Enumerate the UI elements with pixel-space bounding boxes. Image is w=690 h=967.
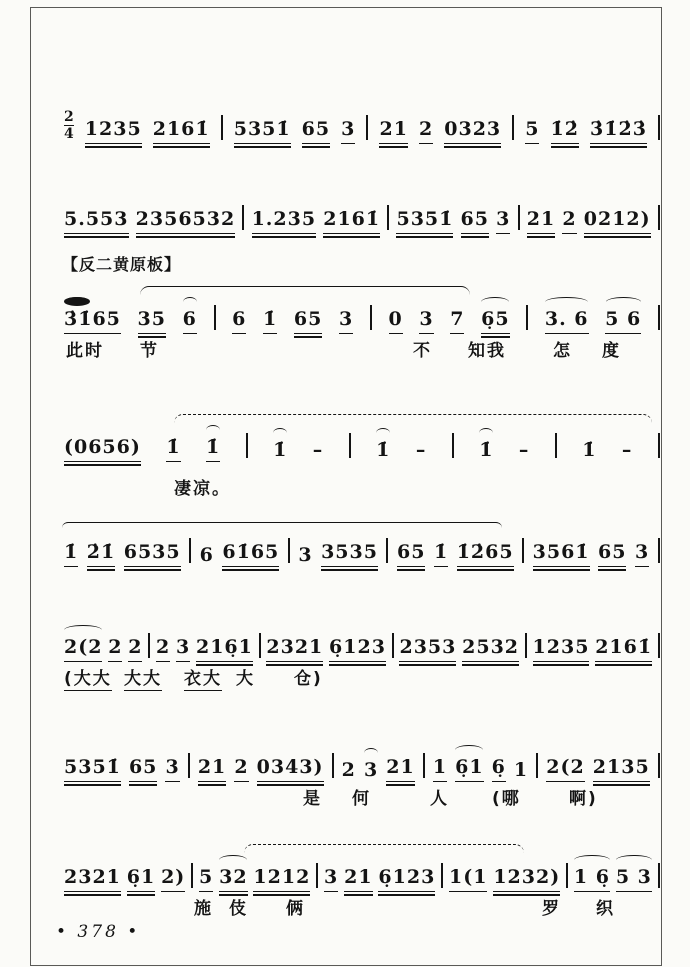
note-group: 5.553 [64,209,129,234]
staff-6 [64,612,660,689]
note-group: 2 [128,637,142,662]
staff-8 [64,842,660,919]
note-group: – [518,439,530,462]
lyric: 仓) [294,669,323,689]
note-group: 2161̇ [595,637,652,662]
barline [214,305,216,330]
note-group: 3535 [321,542,378,567]
barline [658,205,660,230]
note-group: 3 [324,867,338,892]
note-group: 2 [562,209,576,234]
barline [423,753,425,778]
lyric: 此时 [66,341,104,361]
note-group: 2532 [462,637,519,662]
note-group: 1235 [533,637,590,662]
barline [536,753,538,778]
barline [658,633,660,658]
note-group: 3 [419,309,433,334]
barline [221,115,223,140]
barline [518,205,520,230]
note-group: 3 [496,209,510,234]
note-group: 21 [198,757,226,782]
staff-7 [64,732,660,809]
note-group: 2 [108,637,122,662]
note-group: 1 6̣ [574,867,610,892]
staff-5 [64,517,660,567]
barline [370,305,372,330]
note-group: 5351̇ [396,209,453,234]
barline [387,205,389,230]
note-group: 3 [339,309,353,334]
note-group: 2321 [64,867,121,892]
note-group: 2161̇ [323,209,380,234]
note-group: 2 [234,757,248,782]
note-group: 3561̇ [533,542,590,567]
barline [658,538,660,563]
barline [452,433,454,458]
barline [525,633,527,658]
barline [332,753,334,778]
barline [148,633,150,658]
note-group: 5 [525,119,539,144]
note-group: 5351̇ [234,119,291,144]
lyric: (哪 [492,789,521,809]
tie-line [62,522,502,531]
note-group: 1 [433,757,447,782]
barline [658,753,660,778]
lyric: 衣大 [184,664,222,691]
note-group: 6 [183,309,197,334]
lyric: 节 [140,341,159,361]
note-group: 65 [397,542,425,567]
note-group: 0212) [584,209,651,234]
barline [246,433,248,458]
tie-line [140,286,470,295]
note-group: 65 [294,309,322,334]
note-group: 1232) [493,867,560,892]
note-group: 65 [598,542,626,567]
note-group: 1̇ [263,309,277,334]
barline [555,433,557,458]
staff-2 [64,184,660,234]
note-group: 2(2 [64,637,102,662]
note-group: 3 [176,637,190,662]
barline [191,863,193,888]
note-group: 1̇ [273,439,288,462]
note-group: 21 [379,119,407,144]
lyric: 不 [413,341,432,361]
barline [349,433,351,458]
note-group: 2) [161,867,185,892]
note-group: 6 [232,309,246,334]
note-group: 0 [389,309,403,334]
barline [566,863,568,888]
lyric: 大大 [124,664,162,691]
note-group: 5 6 [605,309,641,334]
note-group: – [415,439,427,462]
note-group: 2353 [399,637,456,662]
note-group: 3 [341,119,355,144]
note-group: 65 [461,209,489,234]
note-group: 1 [513,759,529,782]
note-group: 1̇ [206,437,220,462]
note-group: 1̇ [376,439,391,462]
note-group: 5 [199,867,213,892]
barline [386,538,388,563]
time-signature: 2 4 [64,109,74,142]
note-group: (0656) [64,437,141,462]
note-group: 216̣1 [196,637,253,662]
lyric: (大大 [64,664,112,691]
barline [658,305,660,330]
page-border [30,7,662,966]
note-group: 3̇1̇2̇3̇ [590,119,647,144]
lyric: 啊) [569,789,598,809]
note-group: 7 [450,309,464,334]
note-group: 3 [363,759,379,782]
barline [526,305,528,330]
note-group: 1̇ [434,542,448,567]
note-group: 1235 [85,119,142,144]
note-group: 6̣123 [329,637,386,662]
note-group: 2 [341,759,356,782]
staff-3 [64,284,660,361]
note-group: 6535 [124,542,181,567]
lyric: 罗 [542,899,561,919]
lyric: 怎 [553,341,572,361]
note-group: 21 [386,757,414,782]
barline [441,863,443,888]
barline [522,538,524,563]
note-group: 21 [344,867,372,892]
page-number: • 378 • [56,922,141,942]
lyric: 伎 [229,899,248,919]
barline [658,863,660,888]
lyric: 凄凉。 [174,479,231,499]
note-group: – [312,439,324,462]
note-group: 1̇ [166,437,180,462]
note-group: 1̇2̇65 [457,542,514,567]
note-group: 6̣123 [378,867,435,892]
note-group: 1̇ [582,439,597,462]
lyric: 俩 [286,899,305,919]
note-group: 1.235 [252,209,317,234]
note-group: 2 [156,637,170,662]
barline [658,433,660,458]
note-group: 2(2 [546,757,584,782]
note-group: 65 [129,757,157,782]
lyric: 织 [596,899,615,919]
lyric: 施 [194,899,213,919]
barline [288,538,290,563]
lyric: 是 [303,789,322,809]
barline [259,633,261,658]
note-group: 3 [165,757,179,782]
note-group: 0323 [444,119,501,144]
note-group: 35 [138,309,166,334]
note-group: 6̣1 [127,867,155,892]
note-group: 1̇ [64,542,78,567]
note-group: 2356532 [136,209,236,234]
barline [366,115,368,140]
barline [512,115,514,140]
note-group: 1(1 [449,867,487,892]
note-group: 3 [298,544,313,567]
lyric: 人 [430,789,449,809]
note-group: 6̣ [492,757,506,782]
barline [242,205,244,230]
note-group: 65 [302,119,330,144]
barline [189,538,191,563]
tie-line [174,414,652,423]
tie-line [244,844,524,853]
note-group: 6 [199,544,214,567]
lyric: 大 [236,669,255,689]
note-group: 2135 [593,757,650,782]
note-group: 5351̇ [64,757,121,782]
note-group: 3 [635,542,649,567]
note-group: 21 [527,209,555,234]
barline [316,863,318,888]
lyric: 知我 [468,341,506,361]
note-group: 1̇ [479,439,494,462]
note-group: 2321 [266,637,323,662]
note-group: 1̇2̇ [551,119,579,144]
staff-1 [64,94,660,144]
lyric: 何 [352,789,371,809]
barline [188,753,190,778]
note-group: – [621,439,633,462]
note-group: 32 [219,867,247,892]
note-group: 61̇65 [222,542,279,567]
lyric: 度 [602,341,621,361]
note-group: 2̇1̇ [87,542,115,567]
barline [658,115,660,140]
barline [392,633,394,658]
note-group: 5 3 [616,867,652,892]
note-group: 3. 6 [545,309,589,334]
note-group: 6̣5 [481,309,509,334]
note-group: 6̣1 [455,757,483,782]
staff-4 [64,412,660,499]
note-group: 3̇1̇65 [64,309,121,334]
note-group: 2161̇ [153,119,210,144]
note-group: 1212 [253,867,310,892]
note-group: 0343) [257,757,324,782]
section-label: 【反二黄原板】 [62,255,182,274]
note-group: 2 [419,119,433,144]
